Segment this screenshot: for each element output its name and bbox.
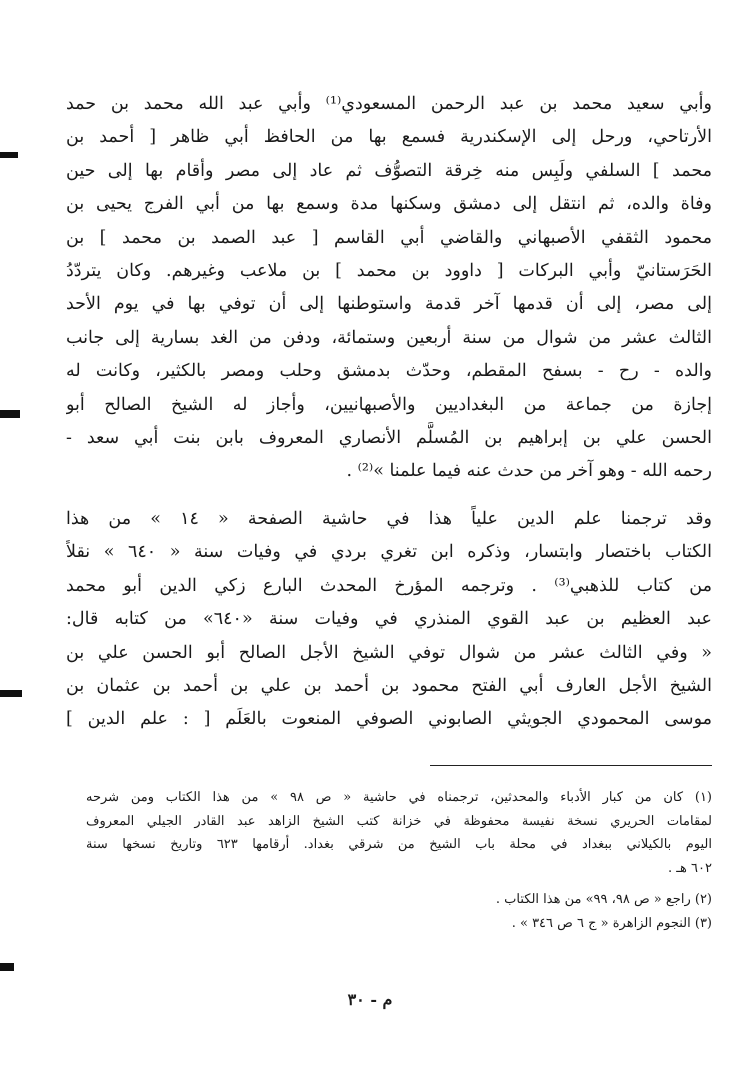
main-paragraph-1 xyxy=(66,88,712,489)
text-line: إجازة من جماعة من البغداديين والأصبهانيين، وأجاز له الشيخ الصالح أبو xyxy=(66,394,712,415)
footnote-line: لمقامات الحريري نسخة نفيسة محفوظة في خزانة كتب الشيخ الزاهد عبد القادر الجيلي المعروف xyxy=(86,813,712,829)
text-line: الثالث عشر من شوال من سنة أربعين وستمائة، ودفن من الغد بسارية إلى جانب xyxy=(66,327,712,348)
footnote-1 xyxy=(86,786,712,880)
text-line: « وفي الثالث عشر من شوال توفي الشيخ الأجل الصالح أبو الحسن علي بن xyxy=(66,642,712,663)
text-line: محمود الثقفي الأصبهاني والقاضي أبي القاسم [ عبد الصمد بن محمد ] بن xyxy=(66,227,712,248)
text-line: عبد العظيم بن عبد القوي المنذري في وفيات سنة «٦٤٠» من كتابه قال: xyxy=(66,609,712,630)
footnotes xyxy=(86,786,712,935)
text-line: الشيخ الأجل العارف أبي الفتح محمود بن أحمد بن علي بن أحمد بن عثمان بن xyxy=(66,676,712,697)
text-line: وفاة والده، ثم انتقل إلى دمشق وسكنها مدة وسمع بها من أبي الفرج يحيى بن xyxy=(66,194,712,215)
text-line: الحَرَستانيّ وأبي البركات [ داوود بن محمد ] بن ملاعب وغيرهم. وكان يتردّدُ xyxy=(66,261,712,282)
edge-scan-mark xyxy=(0,152,18,158)
footnote-separator xyxy=(430,765,712,766)
footnote-line: اليوم بالكيلاني ببغداد في محلة باب الشيخ من شرقي بغداد. أرقامها ٦٢٣ وتاريخ نسخها سنة xyxy=(86,837,712,852)
text-line: موسى المحمودي الجويثي الصابوني الصوفي المنعوت بالعَلَم [ : علم الدين ] xyxy=(66,709,712,730)
text-line: والده - رح - بسفح المقطم، وحدّث بدمشق وحلب ومصر بالكثير، وكانت له xyxy=(66,361,712,382)
text-line: الأرتاحي، ورحل إلى الإسكندرية فسمع بها من الحافظ أبي ظاهر [ أحمد بن xyxy=(66,127,712,148)
edge-scan-mark xyxy=(0,690,22,697)
text-line: الكتاب باختصار وابتسار، وذكره ابن تغري بردي في وفيات سنة « ٦٤٠ » نقلاً xyxy=(66,542,712,563)
footnote-line: ٦٠٢ هـ . xyxy=(667,860,712,876)
footnote-line: (١) كان من كبار الأدباء والمحدثين، ترجمناه في حاشية « ص ٩٨ » من هذا الكتاب ومن شرحه xyxy=(86,790,712,805)
page-number: م - ٣٠ xyxy=(347,990,393,1009)
main-paragraph-2 xyxy=(66,503,712,737)
text-line: الحسن علي بن إبراهيم بن المُسلَّم الأنصاري المعروف بابن بنت أبي سعد - xyxy=(66,428,712,449)
text-line: من كتاب للذهبي⁽³⁾ . وترجمه المؤرخ المحدث البارع زكي الدين أبو محمد xyxy=(66,575,712,596)
text-line: إلى مصر، إلى أن قدمها آخر قدمة واستوطنها إلى أن توفي بها في يوم الأحد xyxy=(66,294,712,315)
edge-scan-mark xyxy=(0,963,14,971)
text-line: وأبي سعيد محمد بن عبد الرحمن المسعودي⁽¹⁾ وأبي عبد الله محمد بن حمد xyxy=(66,94,712,114)
footnote-2: (٢) راجع « ص ٩٨، ٩٩» من هذا الكتاب . xyxy=(495,892,712,907)
edge-scan-mark xyxy=(0,410,20,418)
text-line: وقد ترجمنا علم الدين علياً هذا في حاشية الصفحة « ١٤ » من هذا xyxy=(66,509,712,529)
footnote-gap xyxy=(86,880,712,888)
text-line: رحمه الله - وهو آخر من حدث عنه فيما علمنا »⁽²⁾ . xyxy=(346,461,712,482)
footnote-3: (٣) النجوم الزاهرة « ج ٦ ص ٣٤٦ » . xyxy=(511,915,712,931)
text-line: محمد ] السلفي ولَبِس منه خِرقة التصوُّف ثم عاد إلى مصر وأقام بها إلى حين xyxy=(66,160,712,181)
